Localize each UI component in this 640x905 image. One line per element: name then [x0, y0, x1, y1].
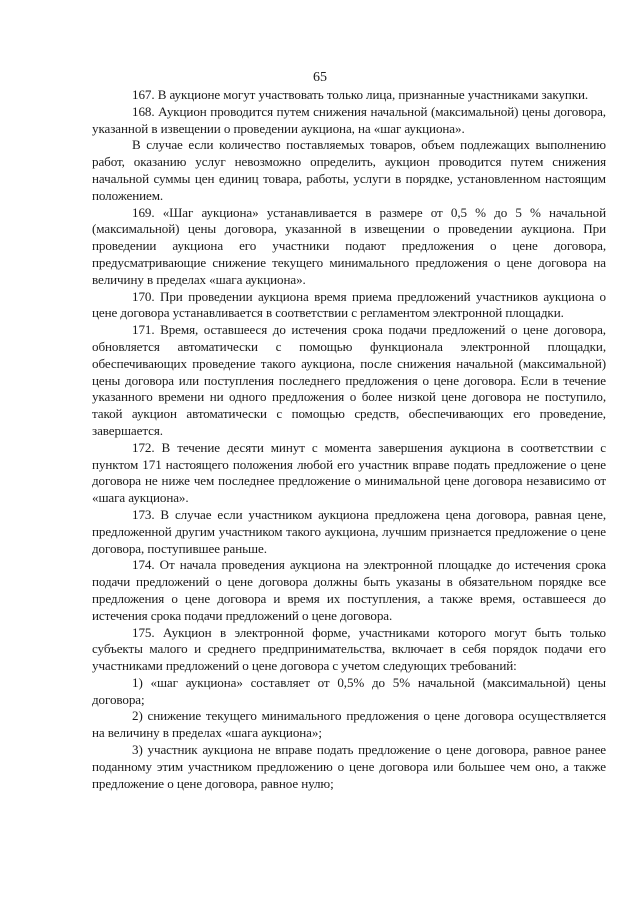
paragraph-173: 173. В случае если участником аукциона предложена цена договора, равная цене, предложенной другим участником такого аукциона, лучшим признается предложение о цене договора, поступившее раньше.: [92, 506, 606, 556]
list-item-3: 3) участник аукциона не вправе подать предложение о цене договора, равное ранее поданному этим участником предложению о цене договора или большее чем оно, а также предложение о цене договора, равное нулю;: [92, 742, 606, 791]
list-item-2: 2) снижение текущего минимального предложения о цене договора осуществляется на величину в пределах «шага аукциона»;: [92, 708, 606, 741]
paragraph-170: 170. При проведении аукциона время приема предложений участников аукциона о цене договора устанавливается в соответствии с регламентом электронной площадки.: [92, 288, 606, 321]
paragraph-168: 168. Аукцион проводится путем снижения начальной (максимальной) цены договора, указанной в извещении о проведении аукциона, на «шаг аукциона».: [92, 103, 606, 136]
paragraph-172: 172. В течение десяти минут с момента завершения аукциона в соответствии с пунктом 171 настоящего положения любой его участник вправе подать предложение о цене договора не ниже чем последнее предложение о минимальной цене договора независимо от «шага аукциона».: [92, 439, 606, 506]
paragraph-168-continued: В случае если количество поставляемых товаров, объем подлежащих выполнению работ, оказанию услуг невозможно определить, аукцион проводится путем снижения начальной суммы цен единиц товара, работы, услуги в порядке, установленном настоящим положением.: [92, 137, 606, 203]
paragraph-175: 175. Аукцион в электронной форме, участниками которого могут быть только субъекты малого и среднего предпринимательства, включает в себя порядок подачи его участниками предложений о цене договора с учетом следующих требований:: [92, 624, 606, 674]
paragraph-171: 171. Время, оставшееся до истечения срока подачи предложений о цене договора, обновляется автоматически с помощью функционала электронной площадки, обеспечивающих проведение такого аукциона, после снижения начальной (максимальной) цены договора или поступления последнего предложения о цене договора. Если в течение указанного времени ни одного предложения о более низкой цене договора не поступило, такой аукцион автоматически с помощью средств, обеспечивающих его проведение, завершается.: [92, 322, 606, 438]
list-item-1: 1) «шаг аукциона» составляет от 0,5% до 5% начальной (максимальной) цены договора;: [92, 674, 606, 707]
paragraph-169: 169. «Шаг аукциона» устанавливается в размере от 0,5 % до 5 % начальной (максимальной) цены договора, указанной в извещении о проведении аукциона. При проведении аукциона его участники подают предложения о цене договора, предусматривающие снижение текущего минимального предложения о цене договора на величину в пределах «шага аукциона».: [92, 204, 606, 287]
paragraph-167: 167. В аукционе могут участвовать только лица, признанные участниками закупки.: [132, 87, 589, 102]
page-number: 65: [313, 70, 327, 85]
document-body: [92, 87, 606, 792]
paragraph-174: 174. От начала проведения аукциона на электронной площадке до истечения срока подачи предложений о цене договора должны быть указаны в обязательном порядке все предложения о цене договора и время их поступления, а также время, оставшееся до истечения срока подачи предложений о цене договора.: [92, 557, 606, 623]
